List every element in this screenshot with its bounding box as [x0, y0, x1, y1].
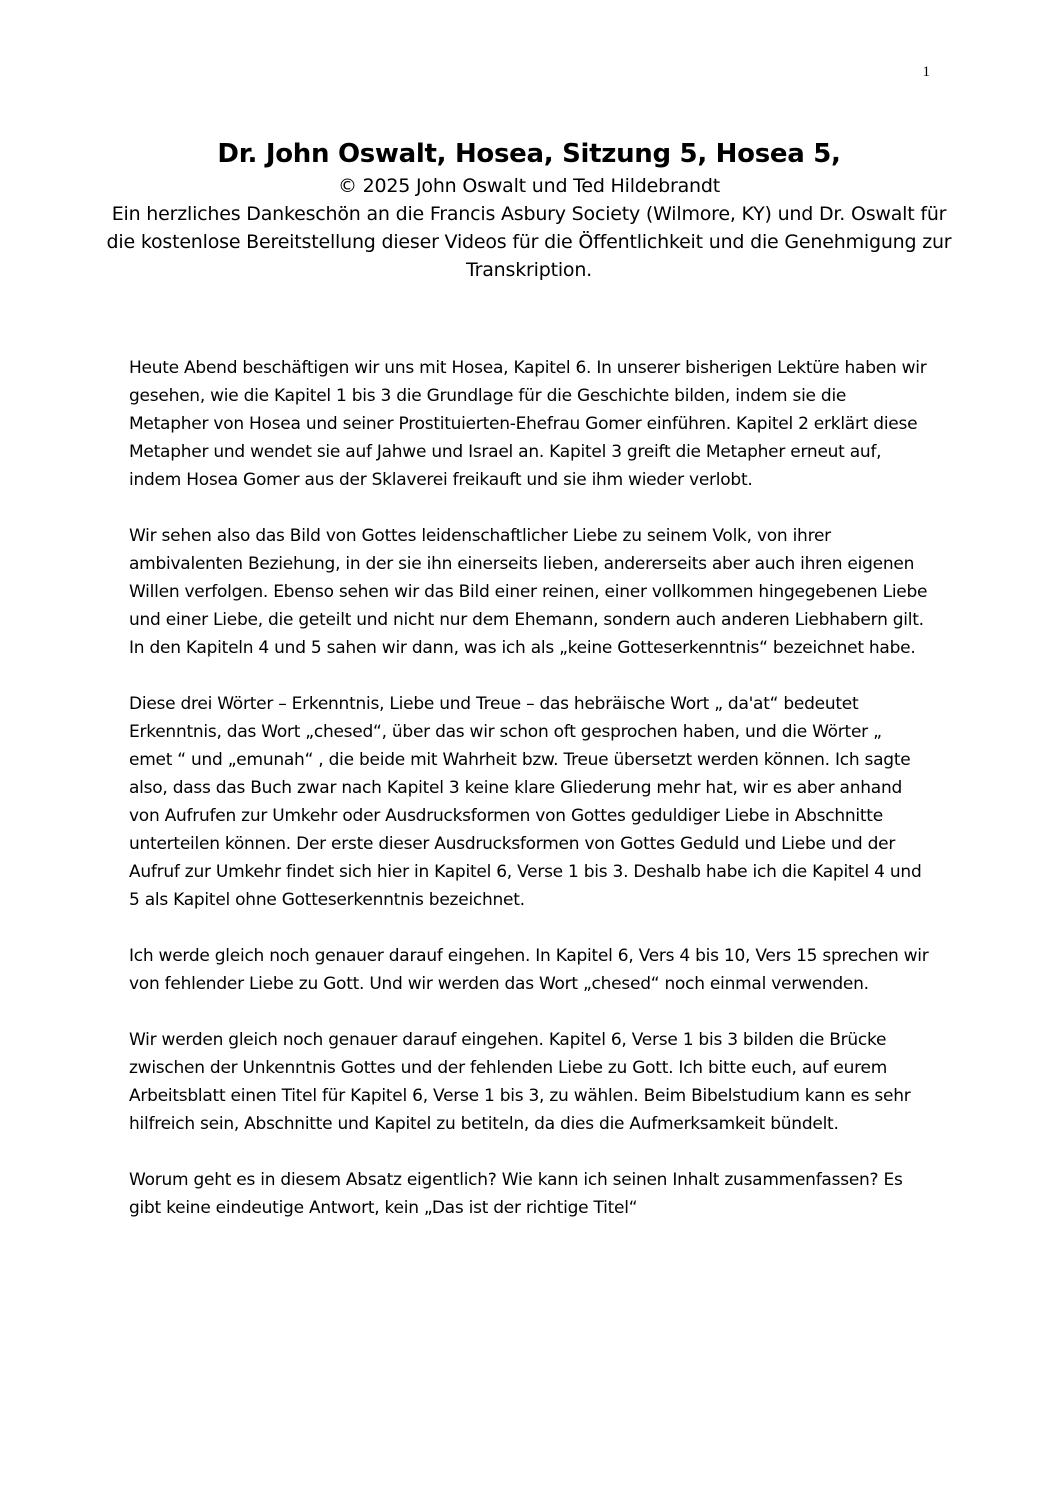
- document-header: [100, 136, 958, 284]
- paragraph-2: Wir sehen also das Bild von Gottes leidenschaftlicher Liebe zu seinem Volk, von ihrer ambivalenten Beziehung, in der sie ihn einerseits lieben, andererseits aber auch ihren eigenen Willen verfolgen. Ebenso sehen wir das Bild einer reinen, einer vollkommen hingegebenen Liebe und einer Liebe, die geteilt und nicht nur dem Ehemann, sondern auch anderen Liebhabern gilt. In den Kapiteln 4 und 5 sahen wir dann, was ich als „keine Gotteserkenntnis“ bezeichnet habe.: [129, 526, 928, 658]
- page-number: 1: [922, 64, 930, 80]
- copyright-line: © 2025 John Oswalt und Ted Hildebrandt: [337, 175, 720, 197]
- paragraph-3: Diese drei Wörter – Erkenntnis, Liebe und Treue – das hebräische Wort „ da'at“ bedeutet Erkenntnis, das Wort „chesed“, über das wir schon oft gesprochen haben, und die Wörter „ emet “ und „emunah“ , die beide mit Wahrheit bzw. Treue übersetzt werden können. Ich sagte also, dass das Buch zwar nach Kapitel 3 keine klare Gliederung mehr hat, wir es aber anhand von Aufrufen zur Umkehr oder Ausdrucksformen von Gottes geduldiger Liebe in Abschnitte unterteilen können. Der erste dieser Ausdrucksformen von Gottes Geduld und Liebe und der Aufruf zur Umkehr findet sich hier in Kapitel 6, Verse 1 bis 3. Deshalb habe ich die Kapitel 4 und 5 als Kapitel ohne Gotteserkenntnis bezeichnet.: [129, 694, 922, 910]
- document-body: [129, 354, 929, 1250]
- paragraph-6: Worum geht es in diesem Absatz eigentlich? Wie kann ich seinen Inhalt zusammenfassen? Es gibt keine eindeutige Antwort, kein „Das ist der richtige Titel“: [129, 1170, 903, 1218]
- paragraph-4: Ich werde gleich noch genauer darauf eingehen. In Kapitel 6, Vers 4 bis 10, Vers 15 sprechen wir von fehlender Liebe zu Gott. Und wir werden das Wort „chesed“ noch einmal verwenden.: [129, 946, 929, 994]
- document-title: Dr. John Oswalt, Hosea, Sitzung 5, Hosea 5,: [217, 139, 841, 169]
- acknowledgement: Ein herzliches Dankeschön an die Francis Asbury Society (Wilmore, KY) und Dr. Oswalt für die kostenlose Bereitstellung dieser Videos für die Öffentlichkeit und die Genehmigung zur Transkription.: [106, 203, 952, 281]
- paragraph-1: Heute Abend beschäftigen wir uns mit Hosea, Kapitel 6. In unserer bisherigen Lektüre haben wir gesehen, wie die Kapitel 1 bis 3 die Grundlage für die Geschichte bilden, indem sie die Metapher von Hosea und seiner Prostituierten-Ehefrau Gomer einführen. Kapitel 2 erklärt diese Metapher und wendet sie auf Jahwe und Israel an. Kapitel 3 greift die Metapher erneut auf, indem Hosea Gomer aus der Sklaverei freikauft und sie ihm wieder verlobt.: [129, 358, 927, 490]
- paragraph-5: Wir werden gleich noch genauer darauf eingehen. Kapitel 6, Verse 1 bis 3 bilden die Brücke zwischen der Unkenntnis Gottes und der fehlenden Liebe zu Gott. Ich bitte euch, auf eurem Arbeitsblatt einen Titel für Kapitel 6, Verse 1 bis 3, zu wählen. Beim Bibelstudium kann es sehr hilfreich sein, Abschnitte und Kapitel zu betiteln, da dies die Aufmerksamkeit bündelt.: [129, 1030, 911, 1134]
